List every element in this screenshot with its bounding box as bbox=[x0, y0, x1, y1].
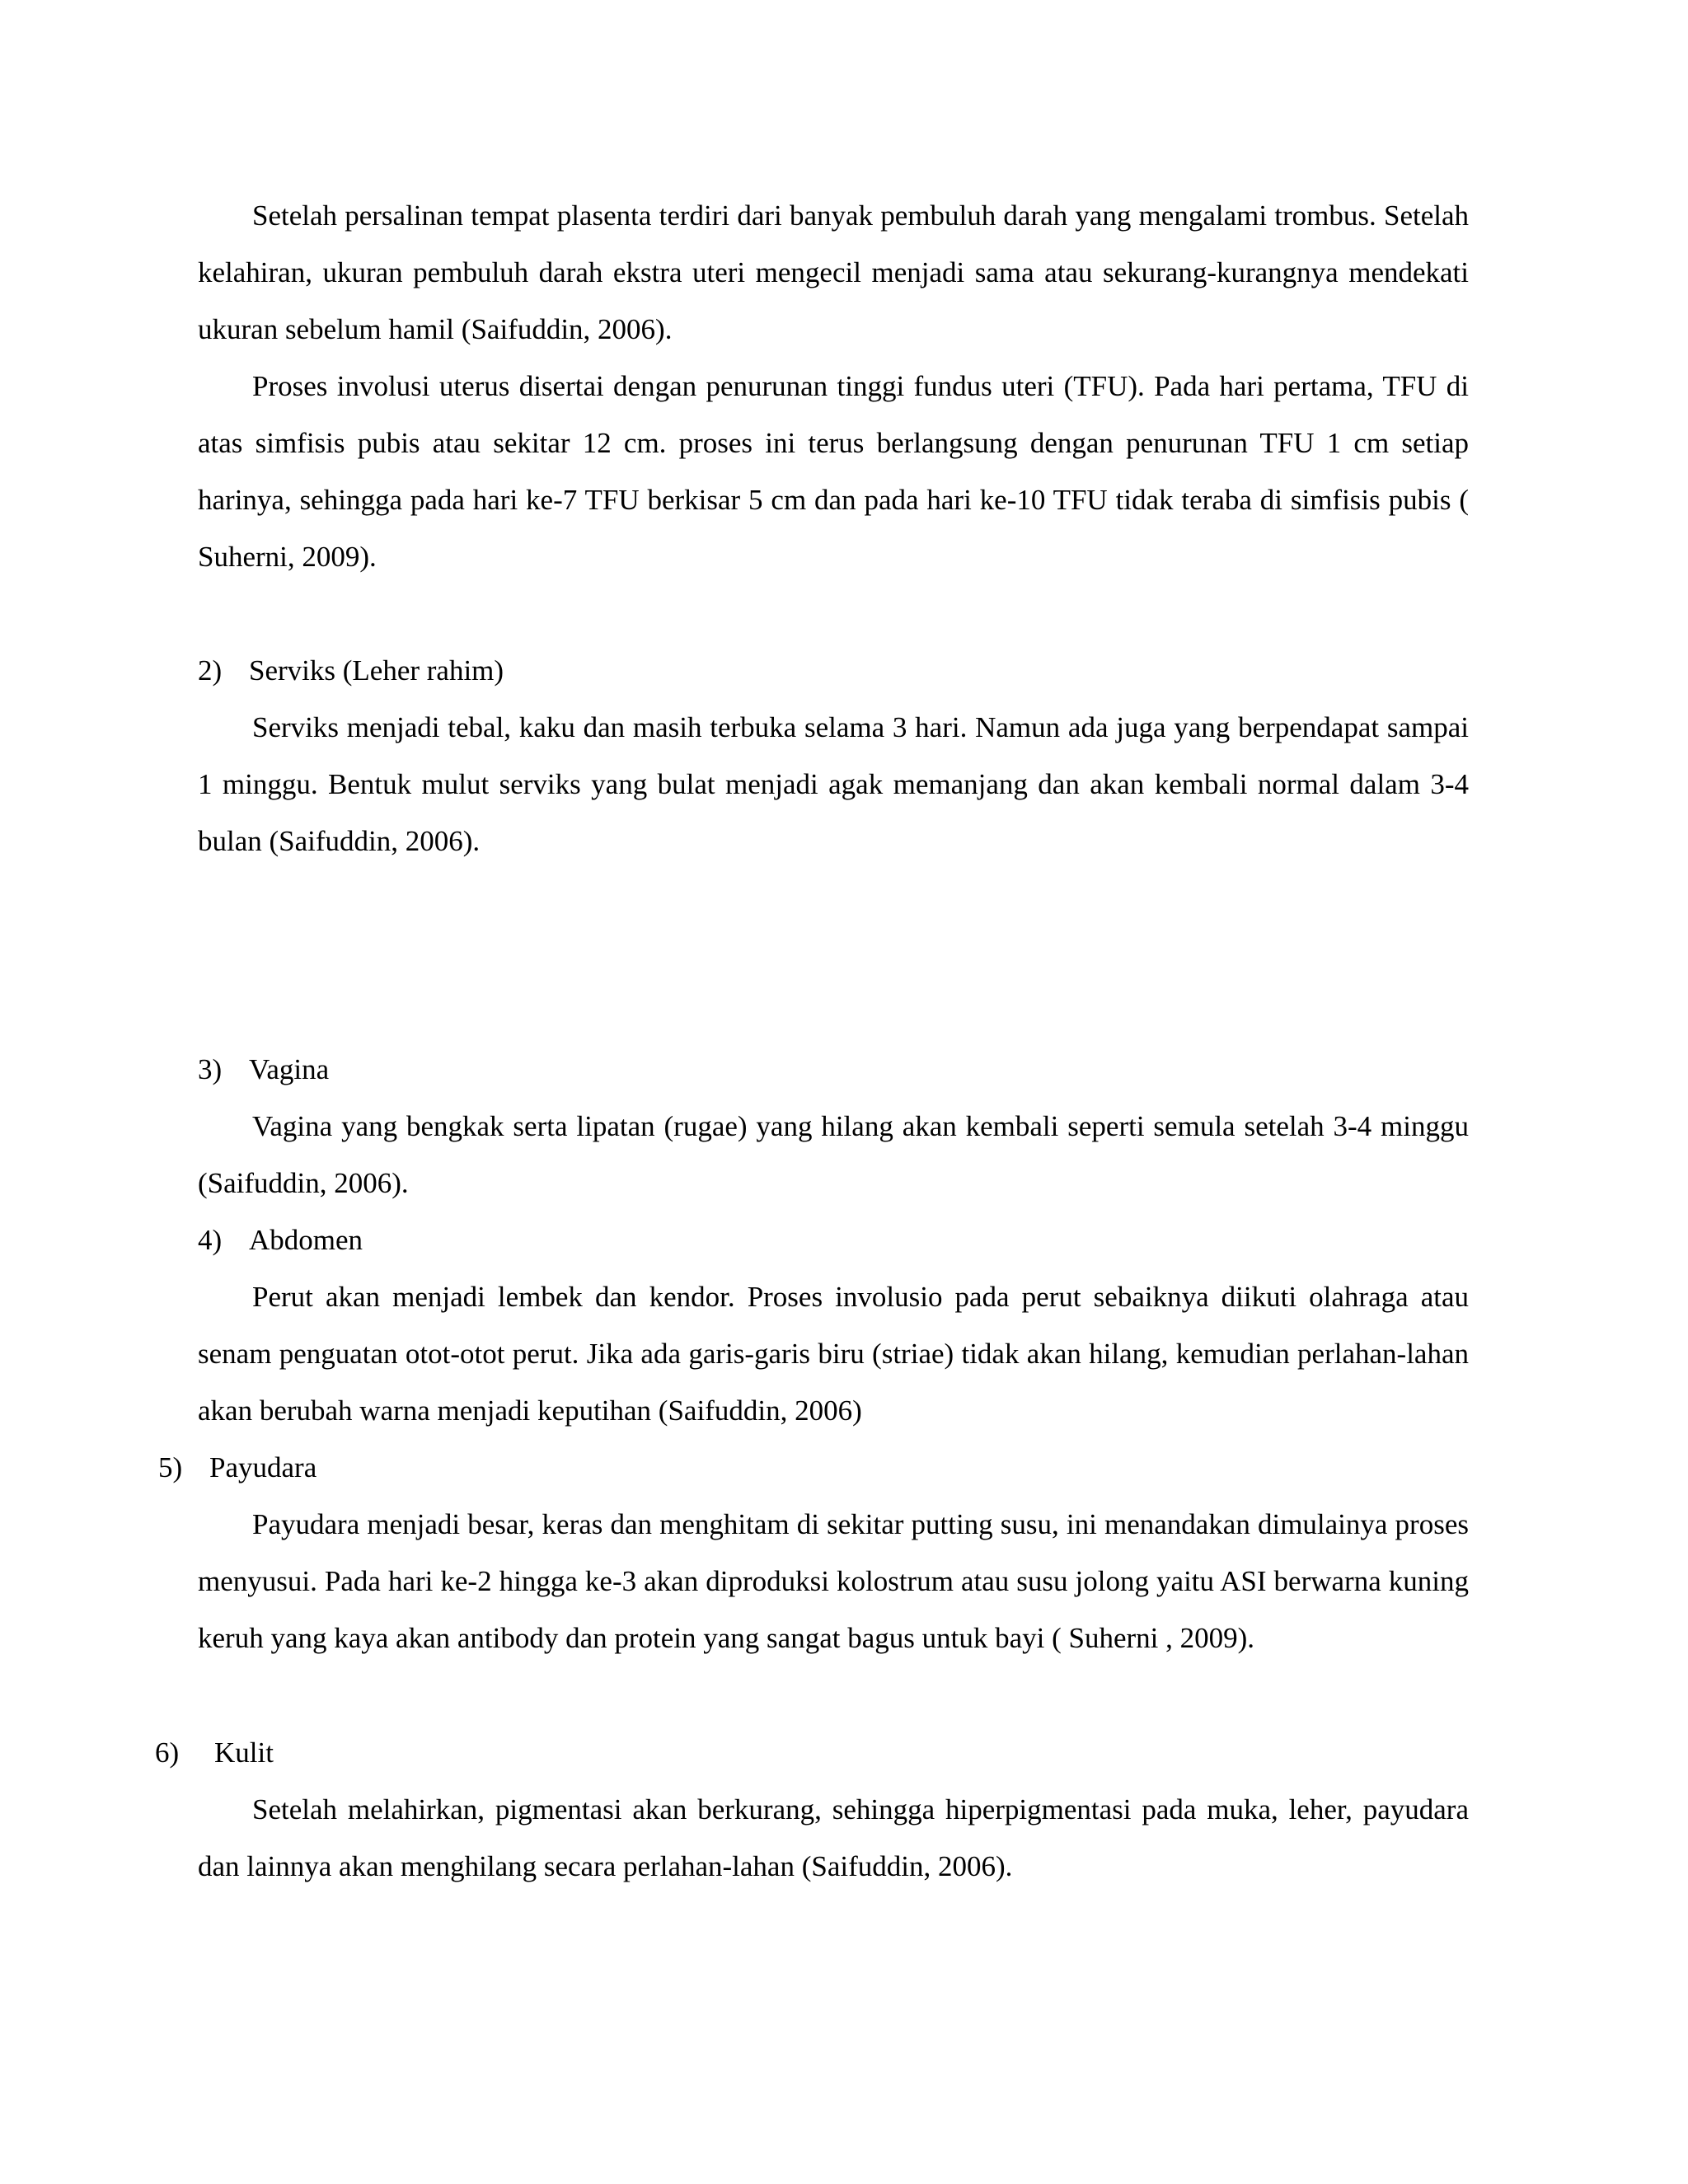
heading-payudara bbox=[158, 1439, 316, 1496]
heading-title: Kulit bbox=[214, 1736, 274, 1769]
heading-title: Vagina bbox=[249, 1053, 330, 1085]
heading-number: 6) bbox=[155, 1736, 180, 1769]
heading-number: 5) bbox=[158, 1451, 183, 1483]
paragraph-abdomen: Perut akan menjadi lembek dan kendor. Proses involusio pada perut sebaiknya diikuti olahraga atau senam penguatan otot-otot perut. Jika ada garis-garis biru (striae) tidak akan hilang, kemudian perlahan-lahan akan berubah warna menjadi keputihan (Saifuddin, 2006) bbox=[198, 1281, 1469, 1427]
heading-number: 2) bbox=[198, 654, 223, 687]
heading-kulit bbox=[155, 1724, 274, 1781]
heading-vagina bbox=[198, 1041, 329, 1098]
paragraph-involusi-uterus: Proses involusi uterus disertai dengan penurunan tinggi fundus uteri (TFU). Pada hari pertama, TFU di atas simfisis pubis atau sekitar 12 cm. proses ini terus berlangsung dengan penurunan TFU 1 cm setiap harinya, sehingga pada hari ke-7 TFU berkisar 5 cm dan pada hari ke-10 TFU tidak teraba di simfisis pubis ( Suherni, 2009). bbox=[198, 370, 1469, 573]
heading-title: Payudara bbox=[209, 1451, 317, 1483]
heading-title: Serviks (Leher rahim) bbox=[249, 654, 504, 687]
paragraph-kulit: Setelah melahirkan, pigmentasi akan berkurang, sehingga hiperpigmentasi pada muka, leher, payudara dan lainnya akan menghilang secara perlahan-lahan (Saifuddin, 2006). bbox=[198, 1793, 1469, 1882]
heading-abdomen bbox=[198, 1212, 363, 1268]
heading-serviks bbox=[198, 642, 504, 699]
heading-number: 4) bbox=[198, 1224, 223, 1256]
paragraph-serviks: Serviks menjadi tebal, kaku dan masih terbuka selama 3 hari. Namun ada juga yang berpendapat sampai 1 minggu. Bentuk mulut serviks yang bulat menjadi agak memanjang dan akan kembali normal dalam 3-4 bulan (Saifuddin, 2006). bbox=[198, 711, 1469, 857]
paragraph-payudara: Payudara menjadi besar, keras dan menghitam di sekitar putting susu, ini menandakan dimulainya proses menyusui. Pada hari ke-2 hingga ke-3 akan diproduksi kolostrum atau susu jolong yaitu ASI berwarna kuning keruh yang kaya akan antibody dan protein yang sangat bagus untuk bayi ( Suherni , 2009). bbox=[198, 1508, 1469, 1654]
paragraph-vagina: Vagina yang bengkak serta lipatan (rugae) yang hilang akan kembali seperti semula setelah 3-4 minggu (Saifuddin, 2006). bbox=[198, 1110, 1469, 1199]
heading-number: 3) bbox=[198, 1053, 223, 1085]
heading-title: Abdomen bbox=[249, 1224, 363, 1256]
paragraph-plasenta: Setelah persalinan tempat plasenta terdiri dari banyak pembuluh darah yang mengalami trombus. Setelah kelahiran, ukuran pembuluh darah ekstra uteri mengecil menjadi sama atau sekurang-kurangnya mendekati ukuran sebelum hamil (Saifuddin, 2006). bbox=[198, 199, 1469, 345]
